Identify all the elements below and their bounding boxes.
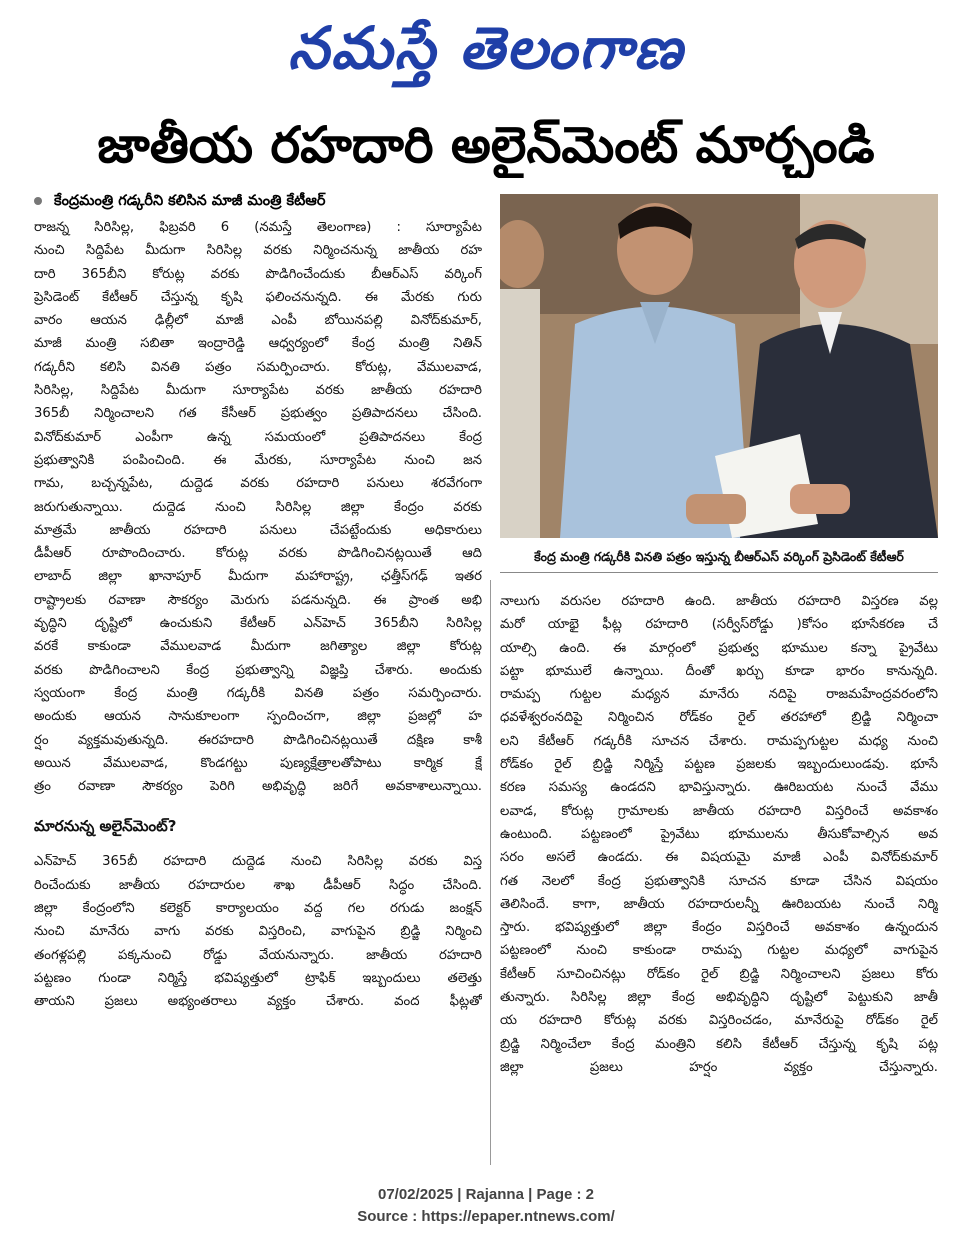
body-line: వరకు పొడిగించాలని కేంద్ర ప్రభుత్వాన్ని విజ్ఞప్తి చేశారు. అందుకు [34, 662, 482, 678]
body-line: జిల్లా ప్రజలు హర్షం వ్యక్తం చేస్తున్నారు. [500, 1059, 938, 1075]
body-line: ప్రభుత్వానికి పంపించింది. ఈ మేరకు, సూర్యాపేట నుంచి జన [34, 452, 482, 468]
bullet-icon [34, 197, 42, 205]
body-line: రాజన్న సిరిసిల్ల, ఫిబ్రవరి 6 (నమస్తే తెలంగాణ) : సూర్యాపేట [34, 220, 482, 235]
article-photo [500, 194, 938, 538]
subhead-text: కేంద్రమంత్రి గడ్కరీని కలిసిన మాజీ మంత్రి కేటీఆర్ [54, 193, 326, 209]
body-line: ఎన్‌హెచ్ 365బీ రహదారి దుద్దెడ నుంచి సిరిసిల్ల వరకు విస్త [34, 854, 482, 870]
body-line: దారి 365బీని కోరుట్ల వరకు పొడిగించేందుకు బీఆర్ఎస్ వర్కింగ్ [34, 266, 482, 282]
body-line: తంగళ్లపల్లి పక్కనుంచి రోడ్డు వేయనున్నారు. జాతీయ రహదారి [34, 947, 482, 963]
body-line: పట్టణంలో నుంచి కాకుండా రామప్ప గుట్టల మధ్యలో వాగుపైన [500, 943, 938, 959]
edition-info: 07/02/2025 | Rajanna | Page : 2 [377, 1186, 594, 1203]
body-line: నుంచి సిద్దిపేట మీదుగా సిరిసిల్ల వరకు నిర్మించనున్న జాతీయ రహ [34, 243, 482, 259]
body-line: తెలిసిందే. కాగా, జాతీయ రహదారులన్నీ ఊరిబయట నుంచే నిర్మి [500, 896, 938, 912]
body-line: అందుకు ఆయన సానుకూలంగా స్పందించగా, జిల్లా ప్రజల్లో హ [34, 709, 482, 725]
body-line: యాల్సి ఉంది. ఈ మార్గంలో ప్రభుత్వ భూముల కన్నా ప్రైవేటు [500, 640, 938, 656]
body-line: బ్రిడ్జి నిర్మించేలా కేంద్ర మంత్రిని కలిసి కేటీఆర్ చేస్తున్న కృషి పట్ల [500, 1036, 938, 1052]
source-link[interactable]: Source : https://epaper.ntnews.com/ [357, 1208, 615, 1225]
body-line: రాష్ట్రాలకు రవాణా సౌకర్యం మెరుగు పడనున్నది. ఈ ప్రాంత అభి [34, 592, 482, 608]
body-line: గామ, బచ్చన్నపేట, దుద్దెడ వరకు రహదారి పనులు శరవేగంగా [34, 476, 482, 492]
body-line: లవాడ, కోరుట్ల గ్రామాలకు జాతీయ రహదారి విస్తరించే అవకాశం [500, 803, 938, 819]
body-line: 365బీ నిర్మించాలని గత కేసీఆర్ ప్రభుత్వం ప్రతిపాదనలు చేసింది. [34, 406, 482, 422]
body-line: నాలుగు వరుసల రహదారి ఉంది. జాతీయ రహదారి విస్తరణ వల్ల [500, 594, 938, 609]
body-line: రించేందుకు జాతీయ రహదారుల శాఖ డీపీఆర్ సిద్ధం చేసింది. [34, 877, 482, 893]
body-line: సిరిసిల్ల, సిద్దిపేట మీదుగా సూర్యాపేట వరకు జాతీయ రహదారి [34, 383, 482, 399]
body-line: సరం అసలే ఉండదు. ఈ విషయమై మాజీ ఎంపీ వినోద్‌కుమార్ [500, 850, 938, 866]
body-line: జిల్లా కేంద్రంలోని కలెక్టర్ కార్యాలయం వద్ద గల రగుడు జంక్షన్ [34, 901, 482, 917]
body-line: ర్షం వ్యక్తమవుతున్నది. ఈరహదారి పొడిగించినట్లయితే దక్షిణ కాశీ [34, 732, 482, 748]
right-column [500, 590, 938, 1170]
column-divider [490, 580, 491, 1165]
body-line: మరో యాభై ఫీట్ల రహదారి (సర్వీస్‌రోడ్డు )కోసం భూసేకరణ చే [500, 617, 938, 633]
article-body-part2 [34, 850, 482, 1013]
body-line: ఉంటుంది. పట్టణంలో ప్రైవేటు భూములను తీసుకోవాల్సిన అవ [500, 826, 938, 842]
body-line: వారం ఆయన ఢిల్లీలో మాజీ ఎంపీ బోయినపల్లి వినోద్‌కుమార్, [34, 313, 482, 329]
body-line: లాబాద్ జిల్లా ఖానాపూర్ మీదుగా మహారాష్ట్ర, ఛత్తీస్‌గఢ్ ఇతర [34, 569, 482, 585]
body-line: అయిన వేములవాడ, కొండగట్టు పుణ్యక్షేత్రాలతోపాటు కార్మిక క్షే [34, 755, 482, 771]
body-line: పట్టా భూములే ఉన్నాయి. దీంతో ఖర్చు కూడా భారం కానున్నది. [500, 663, 938, 679]
body-line: కేటీఆర్ సూచించినట్లు రోడ్‌కం రైల్ బ్రిడ్జి నిర్మించాలని ప్రజలు కోరు [500, 966, 938, 982]
body-line: ప్రెసిడెంట్ కేటీఆర్ చేస్తున్న కృషి ఫలించనున్నది. ఈ మేరకు గురు [34, 289, 482, 305]
body-line: వినోద్‌కుమార్ ఎంపీగా ఉన్న సమయంలో ప్రతిపాదనలు కేంద్ర [34, 429, 482, 445]
newspaper-title: నమస్తే తెలంగాణ [288, 14, 684, 82]
body-line: గడ్కరీని కలిసి వినతి పత్రం సమర్పించారు. కోరుట్ల, వేములవాడ, [34, 359, 482, 375]
article-body-part1 [34, 216, 482, 798]
body-line: మాజీ మంత్రి సబితా ఇంద్రారెడ్డి ఆధ్వర్యంలో కేంద్ర మంత్రి నితిన్ [34, 336, 482, 352]
body-line: ధవళేశ్వరంనదిపై నిర్మించిన రోడ్‌కం రైల్ తరహాలో బ్రిడ్జి నిర్మించా [500, 710, 938, 726]
body-line: గత నెలలో కేంద్ర ప్రభుత్వానికి సూచన కూడా చేసిన విషయం [500, 873, 938, 889]
body-line: నుంచి మానేరు వాగు వరకు విస్తరించి, వాగుపైన బ్రిడ్జి నిర్మించి [34, 924, 482, 940]
body-line: డీపీఆర్ రూపొందించారు. కోరుట్ల వరకు పొడిగించినట్లయితే ఆది [34, 546, 482, 562]
body-line: పట్టణం గుండా నిర్మిస్తే భవిష్యత్తులో ట్రాఫిక్ ఇబ్బందులు తలెత్తు [34, 970, 482, 986]
body-line: తాయని ప్రజలు అభ్యంతరాలు వ్యక్తం చేశారు. వంద ఫీట్లతో [34, 994, 482, 1010]
body-line: తున్నారు. సిరిసిల్ల జిల్లా కేంద్ర అభివృద్ధిని దృష్టిలో పెట్టుకుని జాతీ [500, 990, 938, 1006]
section-heading: మారనున్న అలైన్‌మెంట్? [34, 817, 177, 836]
body-line: జరుగుతున్నాయి. దుద్దెడ నుంచి సిరిసిల్ల జిల్లా కేంద్రం వరకు [34, 499, 482, 515]
body-line: స్వయంగా కేంద్ర మంత్రి గడ్కరీకి వినతి పత్రం సమర్పించారు. [34, 685, 482, 701]
body-line: వృద్ధిని దృష్టిలో ఉంచుకుని కేటీఆర్ ఎన్‌హెచ్ 365బీని సిరిసిల్ల [34, 616, 482, 632]
left-column [34, 186, 482, 1186]
body-line: వరకే కాకుండా వేములవాడ మీదుగా జగిత్యాల జిల్లా కోరుట్ల [34, 639, 482, 655]
body-line: స్తారు. భవిష్యత్తులో జిల్లా కేంద్రం విస్తరించే అవకాశం ఉన్నందున [500, 920, 938, 936]
photo-illustration [500, 194, 938, 538]
body-line: మాత్రమే జాతీయ రహదారి పనులు చేపట్టేందుకు అధికారులు [34, 522, 482, 538]
body-line: య రహదారి కోరుట్ల వరకు విస్తరించడం, మానేరుపై రోడ్‌కం రైల్ [500, 1013, 938, 1029]
article-body-right [500, 590, 938, 1079]
body-line: రోడ్‌కం రైల్ బ్రిడ్జి నిర్మిస్తే పట్టణ ప్రజలకు ఇబ్బందులుండవు. భూసే [500, 757, 938, 773]
body-line: లని కేటీఆర్ గడ్కరీకి సూచన చేశారు. రామప్పగుట్టల మధ్య నుంచి [500, 733, 938, 749]
photo-caption: కేంద్ర మంత్రి గడ్కరీకి వినతి పత్రం ఇస్తున్న బీఆర్ఎస్ వర్కింగ్ ప్రెసిడెంట్ కేటీఆర్ [500, 542, 938, 573]
body-line: త్రం రవాణా సౌకర్యం పెరిగి అభివృద్ధి జరిగే అవకాశాలున్నాయి. [34, 779, 482, 795]
masthead [0, 8, 972, 88]
body-line: కరణ సమస్య ఉండదని భావిస్తున్నారు. ఊరిబయట నుంచే వేము [500, 780, 938, 796]
article-subhead [34, 186, 482, 216]
body-line: రామప్ప గుట్టల మధ్యన మానేరు నదిపై రాజమహేంద్రవరంలోని [500, 687, 938, 703]
article-headline: జాతీయ రహదారి అలైన్‌మెంట్ మార్చండి [97, 116, 875, 174]
